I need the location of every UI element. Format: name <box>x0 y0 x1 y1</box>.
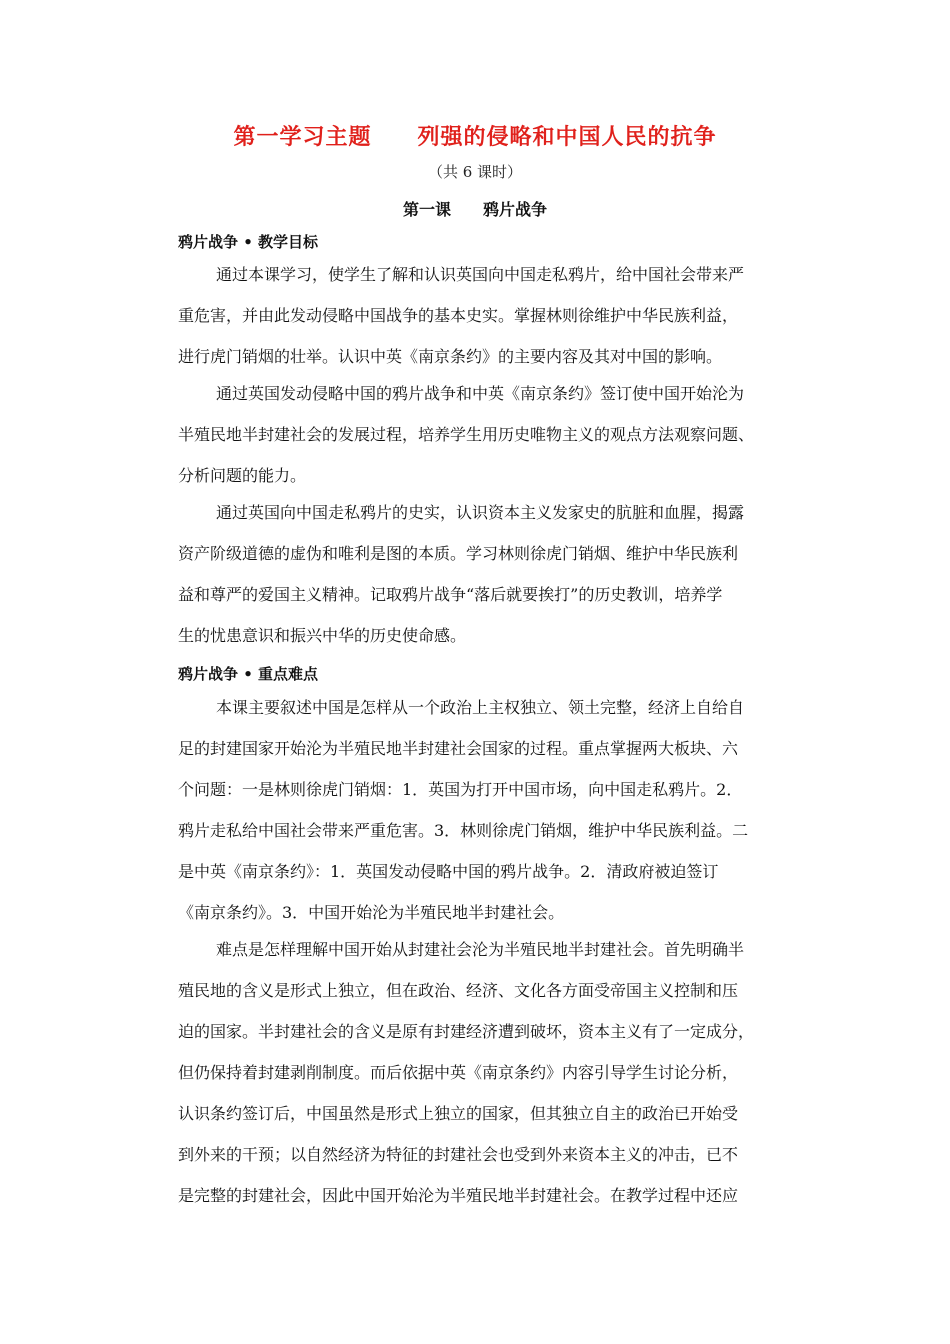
paragraph-line: 到外来的干预；以自然经济为特征的封建社会也受到外来资本主义的冲击，已不 <box>178 1145 739 1164</box>
paragraph-line: 重危害，并由此发动侵略中国战争的基本史实。掌握林则徐维护中华民族利益， <box>178 306 739 325</box>
section-heading-objectives: 鸦片战争 • 教学目标 <box>178 233 319 251</box>
paragraph-line: 是完整的封建社会，因此中国开始沦为半殖民地半封建社会。在教学过程中还应 <box>178 1186 739 1205</box>
paragraph-line: 迫的国家。半封建社会的含义是原有封建经济遭到破坏，资本主义有了一定成分， <box>178 1022 755 1041</box>
paragraph-line: 通过本课学习，使学生了解和认识英国向中国走私鸦片，给中国社会带来严 <box>216 265 745 284</box>
paragraph-line: 鸦片走私给中国社会带来严重危害。3．林则徐虎门销烟，维护中华民族利益。二 <box>178 821 749 840</box>
paragraph-line: 但仍保持着封建剥削制度。而后依据中英《南京条约》内容引导学生讨论分析， <box>178 1063 739 1082</box>
paragraph-line: 进行虎门销烟的壮举。认识中英《南京条约》的主要内容及其对中国的影响。 <box>178 347 723 366</box>
section-heading-key-points: 鸦片战争 • 重点难点 <box>178 665 319 683</box>
paragraph-line: 益和尊严的爱国主义精神。记取鸦片战争“落后就要挨打”的历史教训，培养学 <box>178 585 723 604</box>
paragraph-line: 半殖民地半封建社会的发展过程，培养学生用历史唯物主义的观点方法观察问题、 <box>178 425 755 444</box>
paragraph-line: 难点是怎样理解中国开始从封建社会沦为半殖民地半封建社会。首先明确半 <box>216 940 745 959</box>
paragraph-line: 是中英《南京条约》：1．英国发动侵略中国的鸦片战争。2．清政府被迫签订 <box>178 862 719 881</box>
paragraph-line: 足的封建国家开始沦为半殖民地半封建社会国家的过程。重点掌握两大板块、六 <box>178 739 739 758</box>
paragraph-line: 资产阶级道德的虚伪和唯利是图的本质。学习林则徐虎门销烟、维护中华民族利 <box>178 544 739 563</box>
paragraph-line: 生的忧患意识和振兴中华的历史使命感。 <box>178 626 467 645</box>
document-title: 第一学习主题 列强的侵略和中国人民的抗争 <box>233 124 717 150</box>
paragraph-line: 个问题：一是林则徐虎门销烟：1．英国为打开中国市场，向中国走私鸦片。2． <box>178 780 743 799</box>
paragraph-line: 认识条约签订后，中国虽然是形式上独立的国家，但其独立自主的政治已开始受 <box>178 1104 739 1123</box>
paragraph-line: 通过英国向中国走私鸦片的史实，认识资本主义发家史的肮脏和血腥，揭露 <box>216 503 745 522</box>
paragraph-line: 分析问题的能力。 <box>178 466 307 485</box>
paragraph-line: 《南京条约》。3．中国开始沦为半殖民地半封建社会。 <box>178 903 565 922</box>
paragraph-line: 殖民地的含义是形式上独立，但在政治、经济、文化各方面受帝国主义控制和压 <box>178 981 739 1000</box>
paragraph-line: 通过英国发动侵略中国的鸦片战争和中英《南京条约》签订使中国开始沦为 <box>216 384 745 403</box>
paragraph-line: 本课主要叙述中国是怎样从一个政治上主权独立、领土完整，经济上自给自 <box>216 698 745 717</box>
period-note: （共 6 课时） <box>427 163 523 181</box>
lesson-title: 第一课 鸦片战争 <box>402 200 547 219</box>
